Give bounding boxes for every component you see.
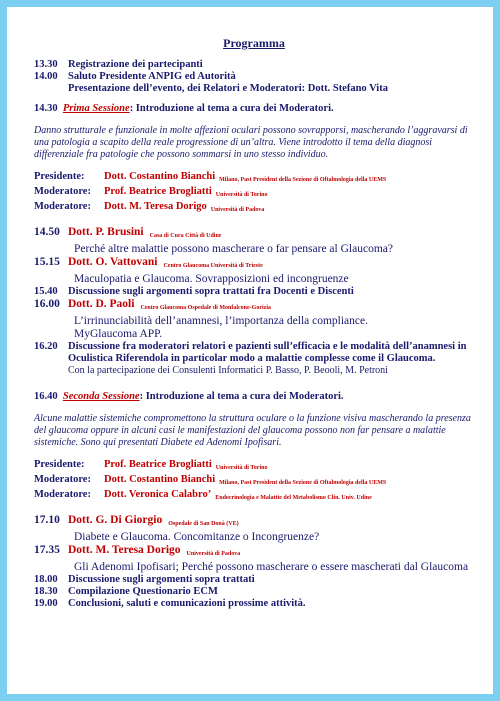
person-name: Prof. Beatrice Brogliatti [104, 186, 212, 197]
affiliation: Centro Glaucoma Ospedale di Monfalcone-Gorizia [140, 305, 271, 311]
talk-row [34, 544, 474, 561]
talk-topic: Gli Adenomi Ipofisari; Perché possono mascherare o essere mascherati dal Glaucoma [74, 561, 469, 573]
role: Moderatore: [34, 474, 91, 485]
role: Presidente: [34, 171, 85, 182]
session1-chairs [34, 171, 474, 216]
affiliation: Casa di Cura Città di Udine [149, 233, 222, 239]
session-label: Prima Sessione [62, 103, 130, 114]
person-name: Dott. Veronica Calabro’ [104, 489, 212, 500]
schedule-item [34, 71, 474, 83]
time: 17.35 [34, 544, 60, 556]
affiliation: Milano, Past President della Sezione di Oftalmologia della UEMS [219, 177, 387, 183]
session2-chairs [34, 459, 474, 504]
chair-row [34, 459, 474, 474]
time: 17.10 [34, 514, 60, 526]
chair-row [34, 489, 474, 504]
talk-row [34, 256, 474, 273]
chair-row [34, 186, 474, 201]
chair-row [34, 474, 474, 489]
speaker-name: Dott. P. Brusini [68, 226, 144, 238]
session1-abstract: Danno strutturale e funzionale in molte affezioni oculari possono sovrapporsi, mascherando l’aggravarsi di una patologia a scapito della reale progressione di un’altra. Viene introdotto il tema della diagnosi differenziale fra patologie che possono sommarsi in uno stesso individuo. [34, 125, 468, 160]
item-text: Compilazione Questionario ECM [68, 586, 218, 597]
schedule-item [34, 59, 474, 71]
affiliation: Università di Padova [210, 207, 265, 213]
speaker-name: Dott. G. Di Giorgio [68, 514, 163, 526]
talk-topic: Diabete e Glaucoma. Concomitanze o Incongruenze? [74, 531, 320, 543]
chair-row [34, 201, 474, 216]
item-text: Conclusioni, saluti e comunicazioni prossime attività. [68, 598, 306, 609]
session-title: : Introduzione al tema a cura dei Moderatori. [129, 103, 334, 114]
affiliation: Università di Torino [215, 465, 268, 471]
time: 16.20 [34, 341, 58, 352]
affiliation: Università di Torino [215, 192, 268, 198]
session2-abstract: Alcune malattie sistemiche compromettono la struttura oculare o la funzione visiva mascherando la presenza del glaucoma oppure in alcuni casi le manifestazioni del glaucoma possono non far pensare a malattie sistemiche. Sono qui presentati Diabete ed Adenomi Ipofisari. [34, 413, 471, 448]
time: 14.50 [34, 226, 60, 238]
schedule-item [34, 286, 474, 298]
role: Moderatore: [34, 186, 91, 197]
speaker-name: Dott. O. Vattovani [68, 256, 158, 268]
affiliation: Centro Glaucoma Università di Trieste [163, 263, 263, 269]
presentation-line: Presentazione dell’evento, dei Relatori e Moderatori: Dott. Stefano Vita [68, 83, 388, 94]
talk-row [34, 514, 474, 531]
schedule-item [34, 341, 474, 365]
person-name: Dott. M. Teresa Dorigo [104, 201, 207, 212]
item-text: Registrazione dei partecipanti [68, 59, 203, 70]
talk-row [34, 226, 474, 243]
talk-topic: MyGlaucoma APP. [74, 328, 163, 340]
role: Moderatore: [34, 201, 91, 212]
schedule-item [34, 598, 474, 610]
affiliation: Università di Padova [186, 551, 241, 557]
time: 16.00 [34, 298, 60, 310]
affiliation: Endocrinologia e Malattie del Metabolismo Clin. Univ. Udine [215, 495, 372, 501]
talk-topic: L’irrinunciabilità dell’anamnesi, l’importanza della compliance. [74, 315, 368, 327]
role: Presidente: [34, 459, 85, 470]
session-title: : Introduzione al tema a cura dei Moderatori. [139, 391, 344, 402]
session1-heading [34, 103, 474, 115]
role: Moderatore: [34, 489, 91, 500]
talk-topic: Perché altre malattie possono mascherare o far pensare al Glaucoma? [74, 243, 393, 255]
time: 15.40 [34, 286, 58, 297]
page-title: Programma [223, 36, 285, 50]
person-name: Dott. Costantino Bianchi [104, 474, 216, 485]
affiliation: Ospedale di San Donà (VE) [168, 521, 239, 527]
chair-row [34, 171, 474, 186]
talk-topic: Maculopatia e Glaucoma. Sovrapposizioni ed incongruenze [74, 273, 349, 285]
time: 14.00 [34, 71, 58, 82]
person-name: Prof. Beatrice Brogliatti [104, 459, 212, 470]
speaker-name: Dott. M. Teresa Dorigo [68, 544, 181, 556]
talk-row [34, 298, 474, 315]
programme [34, 36, 474, 610]
session-label: Seconda Sessione [62, 391, 140, 402]
time: 13.30 [34, 59, 58, 70]
speaker-name: Dott. D. Paoli [68, 298, 135, 310]
schedule-item [34, 586, 474, 598]
participants-line: Con la partecipazione dei Consulenti Informatici P. Basso, P. Beooli, M. Petroni [68, 365, 388, 376]
time: 18.30 [34, 586, 58, 597]
session-time: 14.30 [34, 103, 58, 114]
schedule-item [34, 574, 474, 586]
session2-heading [34, 391, 474, 403]
person-name: Dott. Costantino Bianchi [104, 171, 216, 182]
item-text: Discussione sugli argomenti sopra trattati [68, 574, 255, 585]
time: 15.15 [34, 256, 60, 268]
session-time: 16.40 [34, 391, 58, 402]
time: 18.00 [34, 574, 58, 585]
item-text: Discussione sugli argomenti sopra trattati fra Docenti e Discenti [68, 286, 354, 297]
item-text: Discussione fra moderatori relatori e pazienti sull’efficacia e le modalità dell’anamnesi in Oculistica Riferendola in particolar modo a malattie complesse come il Glaucoma. [68, 341, 467, 364]
time: 19.00 [34, 598, 58, 609]
item-text: Saluto Presidente ANPIG ed Autorità [68, 71, 236, 82]
affiliation: Milano, Past President della Sezione di Oftalmologia della UEMS [219, 480, 387, 486]
